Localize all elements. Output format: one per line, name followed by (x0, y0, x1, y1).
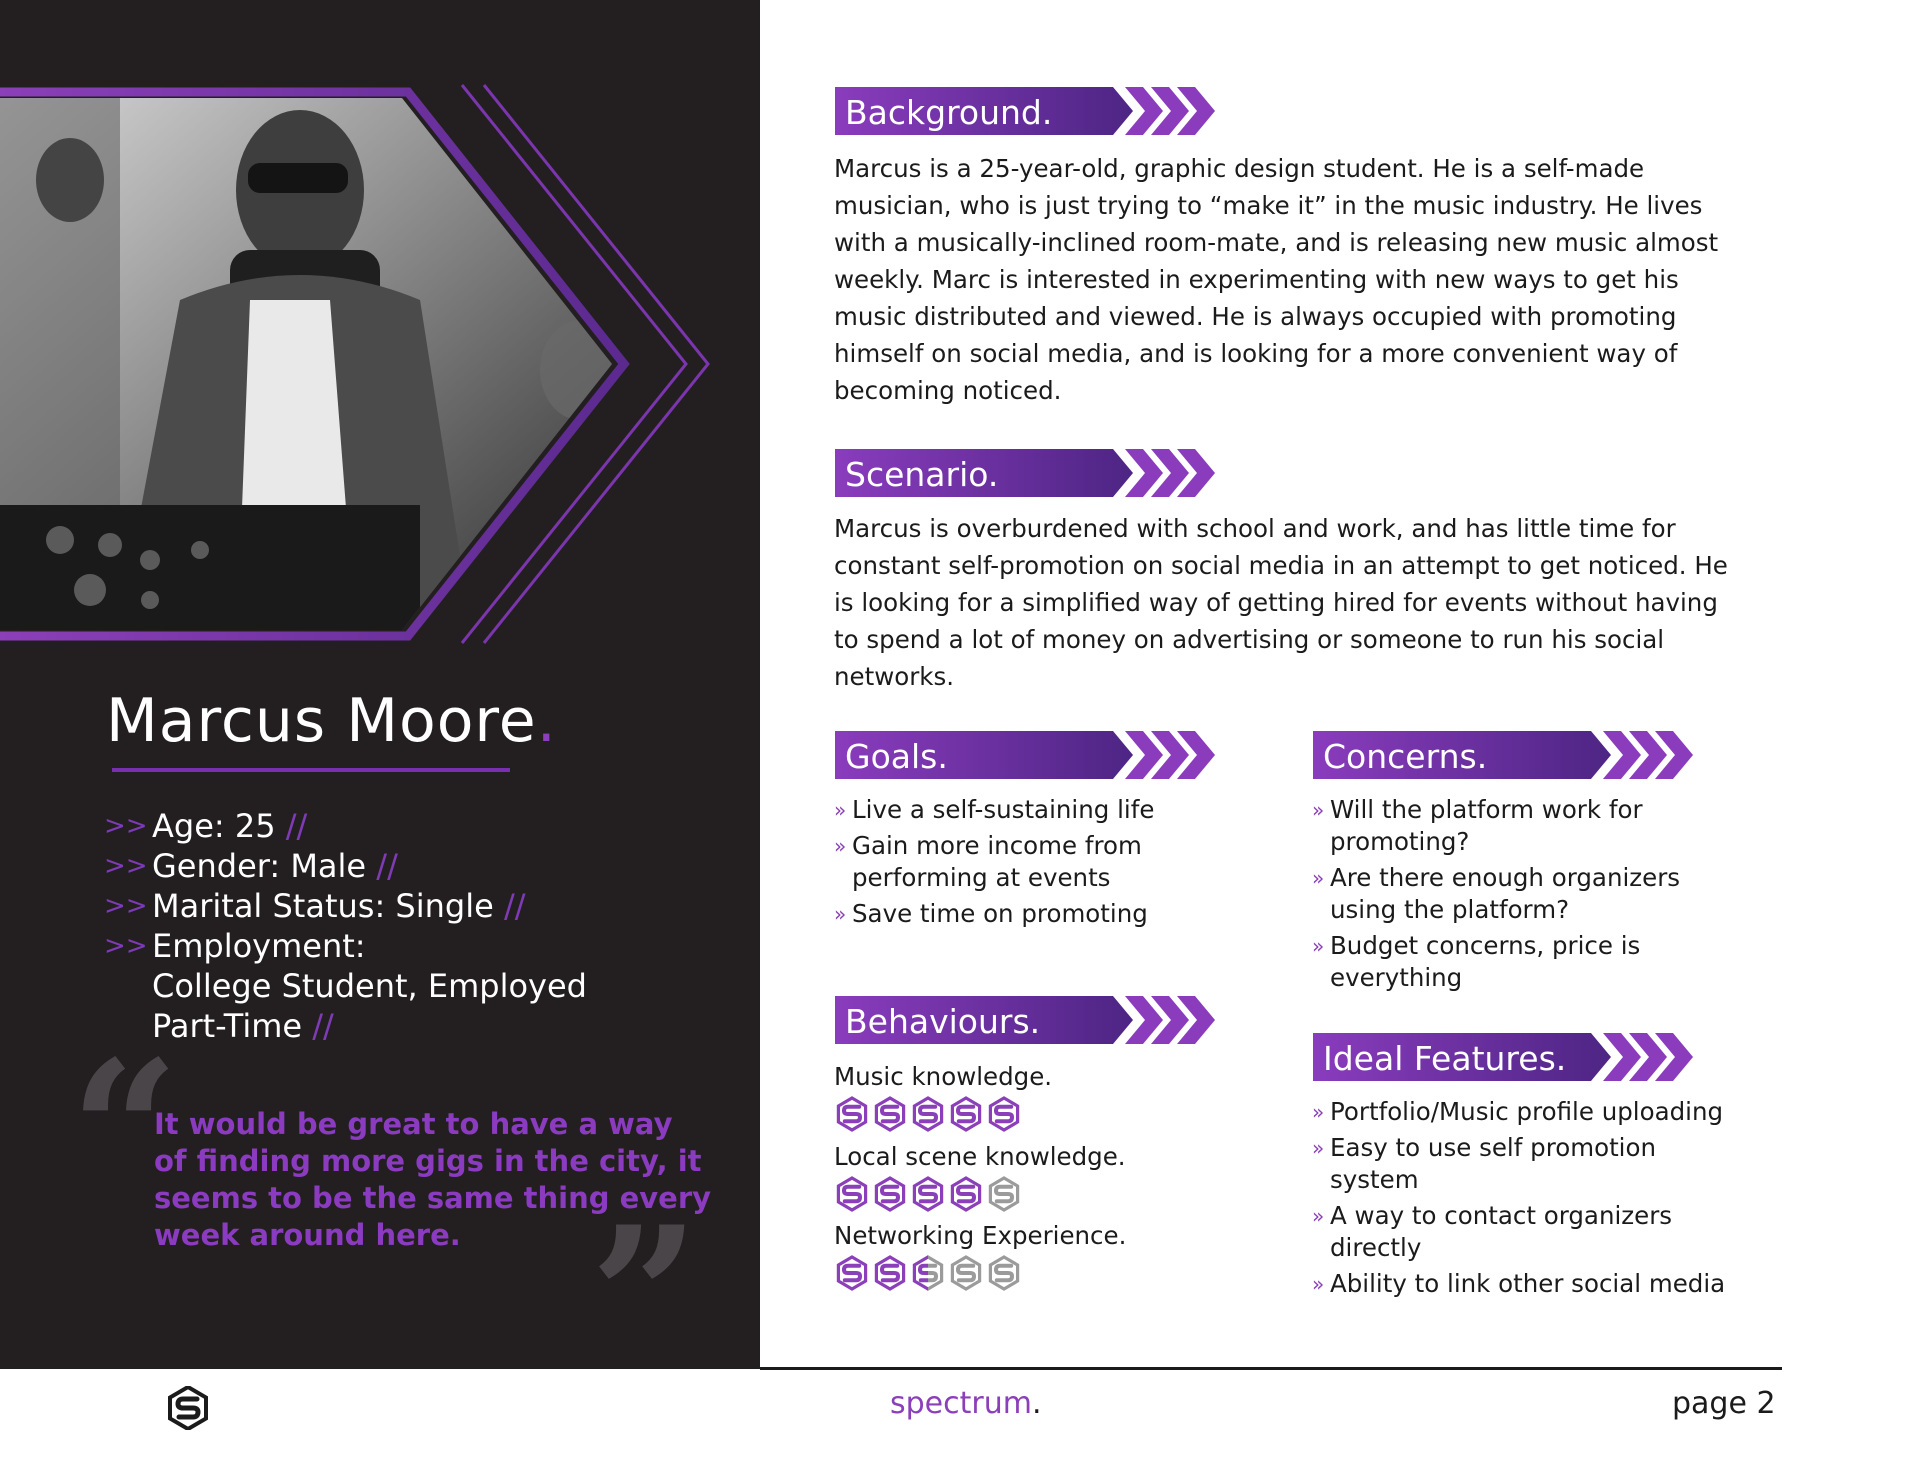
bullet-chevron-icon: » (1312, 1100, 1325, 1124)
list-item (834, 830, 1254, 894)
feature-text: Easy to use self promotion (1330, 1133, 1657, 1162)
background-line: becoming noticed. (834, 376, 1062, 405)
fact-employment-detail (104, 1006, 704, 1046)
fact-suffix: // (302, 1007, 334, 1045)
scenario-line: is looking for a simplified way of getting hired for events without having (834, 588, 1718, 617)
background-text (834, 150, 1794, 409)
fact-prefix: >> (104, 931, 148, 961)
footer-brand-dot: . (1031, 1386, 1042, 1421)
list-item (1312, 862, 1772, 926)
scenario-line: constant self-promotion on social media in an attempt to get noticed. He (834, 551, 1728, 580)
fact-suffix: // (366, 847, 398, 885)
fact-prefix: >> (104, 891, 148, 921)
goal-text: performing at events (852, 863, 1111, 892)
bullet-chevron-icon: » (1312, 866, 1325, 890)
fact-prefix: >> (104, 811, 148, 841)
bullet-chevron-icon: » (1312, 1272, 1325, 1296)
list-item (1312, 1268, 1792, 1300)
skill-label-music: Music knowledge. (834, 1062, 1053, 1091)
concerns-list (1312, 794, 1772, 998)
fact-text: Age: 25 (152, 807, 276, 845)
ideal-features-header (1313, 1033, 1693, 1081)
background-title: Background. (845, 93, 1053, 132)
spectrum-s-logo-icon (950, 1255, 982, 1291)
list-item (1312, 1200, 1792, 1264)
scenario-header (835, 449, 1215, 497)
background-header (835, 87, 1215, 135)
rating-music (836, 1096, 1020, 1132)
spectrum-s-logo-icon (988, 1255, 1020, 1291)
concern-text: everything (1330, 963, 1463, 992)
list-item (834, 794, 1254, 826)
goal-text: Live a self-sustaining life (852, 795, 1155, 824)
feature-text: Ability to link other social media (1330, 1269, 1726, 1298)
spectrum-s-logo-icon (912, 1255, 944, 1291)
spectrum-s-logo-icon (836, 1255, 868, 1291)
fact-prefix (104, 966, 152, 1006)
persona-panel (0, 0, 760, 1369)
concern-text: promoting? (1330, 827, 1470, 856)
name-underline (112, 768, 510, 772)
feature-text: Portfolio/Music profile uploading (1330, 1097, 1724, 1126)
bullet-chevron-icon: » (1312, 934, 1325, 958)
scenario-title: Scenario. (845, 455, 999, 494)
fact-prefix: >> (104, 851, 148, 881)
spectrum-s-logo-icon (988, 1176, 1020, 1212)
persona-facts (104, 806, 704, 1046)
fact-suffix: // (493, 887, 526, 925)
background-line: weekly. Marc is interested in experimenting with new ways to get his (834, 265, 1679, 294)
list-item (1312, 794, 1772, 858)
skill-label-networking: Networking Experience. (834, 1221, 1127, 1250)
bullet-chevron-icon: » (834, 902, 847, 926)
persona-photo (0, 98, 620, 638)
spectrum-s-logo-icon (836, 1096, 868, 1132)
feature-text: directly (1330, 1233, 1422, 1262)
list-item (1312, 1132, 1792, 1196)
spectrum-s-logo-icon (874, 1255, 906, 1291)
footer-brand (890, 1386, 1042, 1421)
concern-text: Will the platform work for (1330, 795, 1643, 824)
bullet-chevron-icon: » (1312, 1136, 1325, 1160)
fact-employment-detail (104, 966, 704, 1006)
spectrum-s-logo-icon (168, 1386, 208, 1434)
feature-text: system (1330, 1165, 1419, 1194)
goals-header (835, 731, 1215, 779)
concern-text: Budget concerns, price is (1330, 931, 1641, 960)
scenario-line: Marcus is overburdened with school and work, and has little time for (834, 514, 1676, 543)
list-item (834, 898, 1254, 930)
scenario-line: to spend a lot of money on advertising or someone to run his social (834, 625, 1665, 654)
page-number: page 2 (1672, 1386, 1776, 1421)
spectrum-s-logo-icon (912, 1096, 944, 1132)
skill-label-local-scene: Local scene knowledge. (834, 1142, 1126, 1171)
background-line: musician, who is just trying to “make it” in the music industry. He lives (834, 191, 1703, 220)
open-quote-mark: “ (70, 1019, 180, 1242)
bullet-chevron-icon: » (1312, 798, 1325, 822)
fact-text: Employment: (152, 927, 366, 965)
fact-marital-status (104, 886, 704, 926)
concern-text: Are there enough organizers (1330, 863, 1681, 892)
background-line: music distributed and viewed. He is always occupied with promoting (834, 302, 1677, 331)
feature-text: A way to contact organizers (1330, 1201, 1673, 1230)
spectrum-s-logo-icon (988, 1096, 1020, 1132)
fact-gender (104, 846, 704, 886)
background-line: himself on social media, and is looking for a more convenient way of (834, 339, 1678, 368)
concerns-header (1313, 731, 1693, 779)
goals-title: Goals. (845, 737, 948, 776)
concern-text: using the platform? (1330, 895, 1570, 924)
bullet-chevron-icon: » (834, 798, 847, 822)
fact-age (104, 806, 704, 846)
rating-networking (836, 1255, 1020, 1291)
footer-brand-text: spectrum (890, 1386, 1032, 1421)
goal-text: Gain more income from (852, 831, 1142, 860)
background-line: with a musically-inclined room-mate, and is releasing new music almost (834, 228, 1719, 257)
fact-suffix: // (275, 807, 308, 845)
concerns-title: Concerns. (1323, 737, 1488, 776)
rating-local-scene (836, 1176, 1020, 1212)
background-line: Marcus is a 25-year-old, graphic design student. He is a self-made (834, 154, 1645, 183)
spectrum-s-logo-icon (950, 1096, 982, 1132)
footer-divider (760, 1367, 1782, 1370)
ideal-features-title: Ideal Features. (1323, 1039, 1567, 1078)
bullet-chevron-icon: » (834, 834, 847, 858)
bullet-chevron-icon: » (1312, 1204, 1325, 1228)
spectrum-s-logo-icon (836, 1176, 868, 1212)
spectrum-s-logo-icon (874, 1176, 906, 1212)
fact-text: College Student, Employed (152, 967, 587, 1005)
fact-employment (104, 926, 704, 966)
persona-name (106, 686, 557, 756)
persona-name-text: Marcus Moore (106, 686, 537, 756)
ideal-features-list (1312, 1096, 1792, 1304)
goals-list (834, 794, 1254, 934)
goal-text: Save time on promoting (852, 899, 1148, 928)
persona-photo-frame (0, 0, 760, 660)
list-item (1312, 930, 1772, 994)
spectrum-s-logo-icon (950, 1176, 982, 1212)
scenario-line: networks. (834, 662, 955, 691)
spectrum-s-logo-icon (874, 1096, 906, 1132)
scenario-text (834, 510, 1794, 695)
behaviours-title: Behaviours. (845, 1002, 1041, 1041)
list-item (1312, 1096, 1792, 1128)
fact-text: Marital Status: Single (152, 887, 494, 925)
fact-text: Gender: Male (152, 847, 367, 885)
behaviours-header (835, 996, 1215, 1044)
quote-text: It would be great to have a way of finding more gigs in the city, it seems to be the same thing every week around here. (154, 1107, 712, 1252)
close-quote-mark: ” (590, 1185, 700, 1369)
persona-name-dot: . (536, 686, 557, 756)
fact-text: Part-Time (152, 1007, 303, 1045)
spectrum-s-logo-icon (912, 1176, 944, 1212)
